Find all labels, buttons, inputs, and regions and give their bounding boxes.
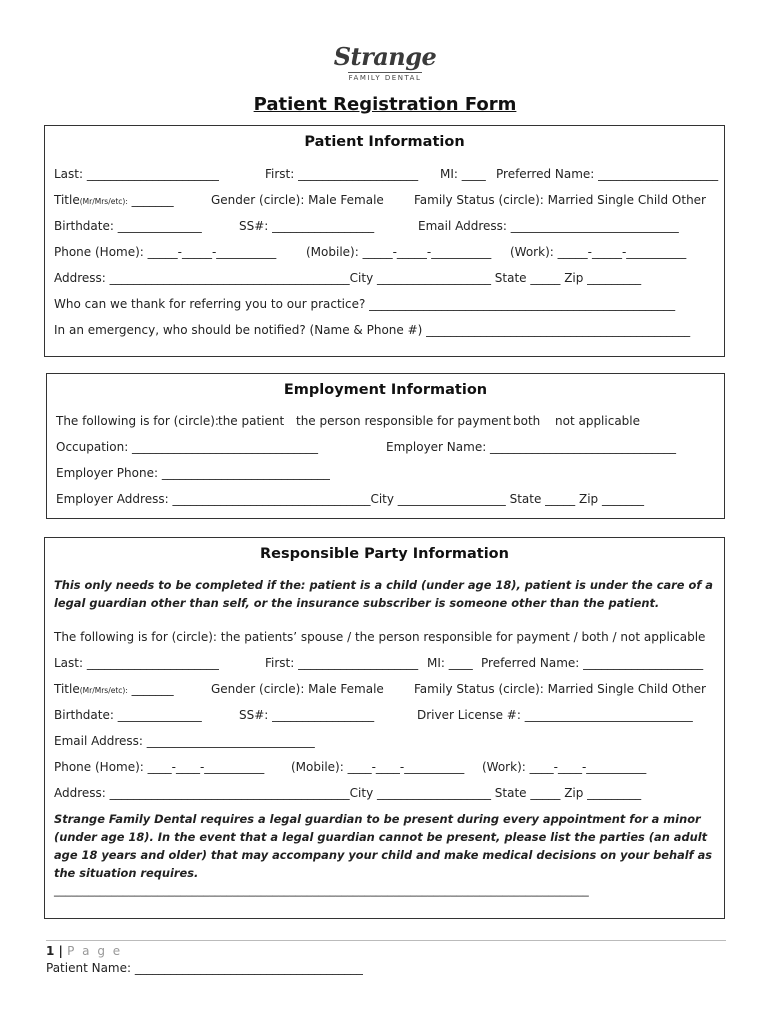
title-hint: (Mr/Mrs/etc): (79, 197, 128, 206)
employer-name-field[interactable]: Employer Name: _______________________________ (386, 440, 677, 454)
form-title: Patient Registration Form (253, 94, 517, 115)
address-field[interactable]: Address: ________________________________________City ___________________ State _____ Zip _________ (54, 786, 642, 800)
title-blank: _______ (127, 193, 174, 207)
first-name-field[interactable]: First: ____________________ (265, 167, 419, 181)
home-phone-field[interactable]: Phone (Home): ____-____-__________ (54, 760, 265, 774)
page-number-value: 1 (46, 944, 55, 958)
email-field[interactable]: Email Address: ____________________________ (54, 734, 315, 748)
title-label: Title (54, 193, 80, 207)
responsible-note: This only needs to be completed if the: patient is a child (under age 18), patient is under the care of a legal guardian other than self, or the insurance subscriber is someone other than the patient. (54, 578, 713, 610)
patient-information-section (44, 125, 725, 357)
title-field[interactable] (54, 682, 174, 696)
preferred-name-field[interactable]: Preferred Name: ____________________ (481, 656, 704, 670)
footer-divider (46, 940, 726, 941)
emergency-contact-field[interactable]: In an emergency, who should be notified? (Name & Phone #) ____________________________________________ (54, 323, 691, 337)
ssn-field[interactable]: SS#: _________________ (239, 708, 375, 722)
title-blank: _______ (127, 682, 174, 696)
employment-information-section (46, 373, 725, 519)
birthdate-field[interactable]: Birthdate: ______________ (54, 708, 202, 722)
gender-field[interactable]: Gender (circle): Male Female (211, 682, 384, 696)
practice-logo (330, 42, 440, 92)
logo-script-text: Strange (333, 42, 437, 71)
title-field[interactable] (54, 193, 174, 207)
first-name-field[interactable]: First: ____________________ (265, 656, 419, 670)
option-responsible-person[interactable]: the person responsible for payment (296, 414, 511, 428)
page-separator: | (54, 944, 68, 958)
accompanying-parties-field[interactable]: _____________________________________________________________________________________________ (54, 883, 589, 897)
section-heading: Patient Information (304, 134, 465, 150)
gender-field[interactable]: Gender (circle): Male Female (211, 193, 384, 207)
logo-subtitle: FAMILY DENTAL (348, 74, 422, 82)
option-patient[interactable]: the patient (218, 414, 285, 428)
work-phone-field[interactable]: (Work): _____-_____-__________ (510, 245, 687, 259)
section-heading: Responsible Party Information (260, 546, 509, 562)
employment-for-label: The following is for (circle): (56, 414, 219, 428)
birthdate-field[interactable]: Birthdate: ______________ (54, 219, 202, 233)
address-field[interactable]: Address: ________________________________________City ___________________ State _____ Zip _________ (54, 271, 642, 285)
middle-initial-field[interactable]: MI: ____ (427, 656, 473, 670)
family-status-field[interactable]: Family Status (circle): Married Single Child Other (414, 682, 706, 696)
family-status-field[interactable]: Family Status (circle): Married Single Child Other (414, 193, 706, 207)
work-phone-field[interactable]: (Work): ____-____-__________ (482, 760, 647, 774)
page-word: P a g e (67, 944, 123, 958)
mobile-phone-field[interactable]: (Mobile): _____-_____-__________ (306, 245, 492, 259)
title-hint: (Mr/Mrs/etc): (79, 686, 128, 695)
responsible-for-options[interactable]: The following is for (circle): the patients’ spouse / the person responsible for payment / both / not applicable (54, 630, 706, 644)
preferred-name-field[interactable]: Preferred Name: ____________________ (496, 167, 719, 181)
email-field[interactable]: Email Address: ____________________________ (418, 219, 679, 233)
employer-address-field[interactable]: Employer Address: _________________________________City __________________ State _____ Zip _______ (56, 492, 644, 506)
ssn-field[interactable]: SS#: _________________ (239, 219, 375, 233)
employer-phone-field[interactable]: Employer Phone: ____________________________ (56, 466, 330, 480)
referral-field[interactable]: Who can we thank for referring you to our practice? ___________________________________________________ (54, 297, 676, 311)
middle-initial-field[interactable]: MI: ____ (440, 167, 486, 181)
legal-guardian-note: Strange Family Dental requires a legal guardian to be present during every appointment for a minor (under age 18). In the event that a legal guardian cannot be present, please list the parties (an adult age 18 years and older) that may accompany your child and make medical decisions on your behalf as the situation requires. (54, 812, 713, 880)
occupation-field[interactable]: Occupation: _______________________________ (56, 440, 319, 454)
option-not-applicable[interactable]: not applicable (555, 414, 641, 428)
driver-license-field[interactable]: Driver License #: ____________________________ (417, 708, 693, 722)
last-name-field[interactable]: Last: ______________________ (54, 656, 219, 670)
page-number (46, 944, 122, 958)
last-name-field[interactable]: Last: ______________________ (54, 167, 219, 181)
footer-patient-name-field[interactable]: Patient Name: ______________________________________ (46, 961, 363, 975)
home-phone-field[interactable]: Phone (Home): _____-_____-__________ (54, 245, 277, 259)
section-heading: Employment Information (283, 382, 488, 398)
responsible-party-section (44, 537, 725, 919)
option-both[interactable]: both (513, 414, 541, 428)
mobile-phone-field[interactable]: (Mobile): ____-____-__________ (291, 760, 465, 774)
title-label: Title (54, 682, 80, 696)
